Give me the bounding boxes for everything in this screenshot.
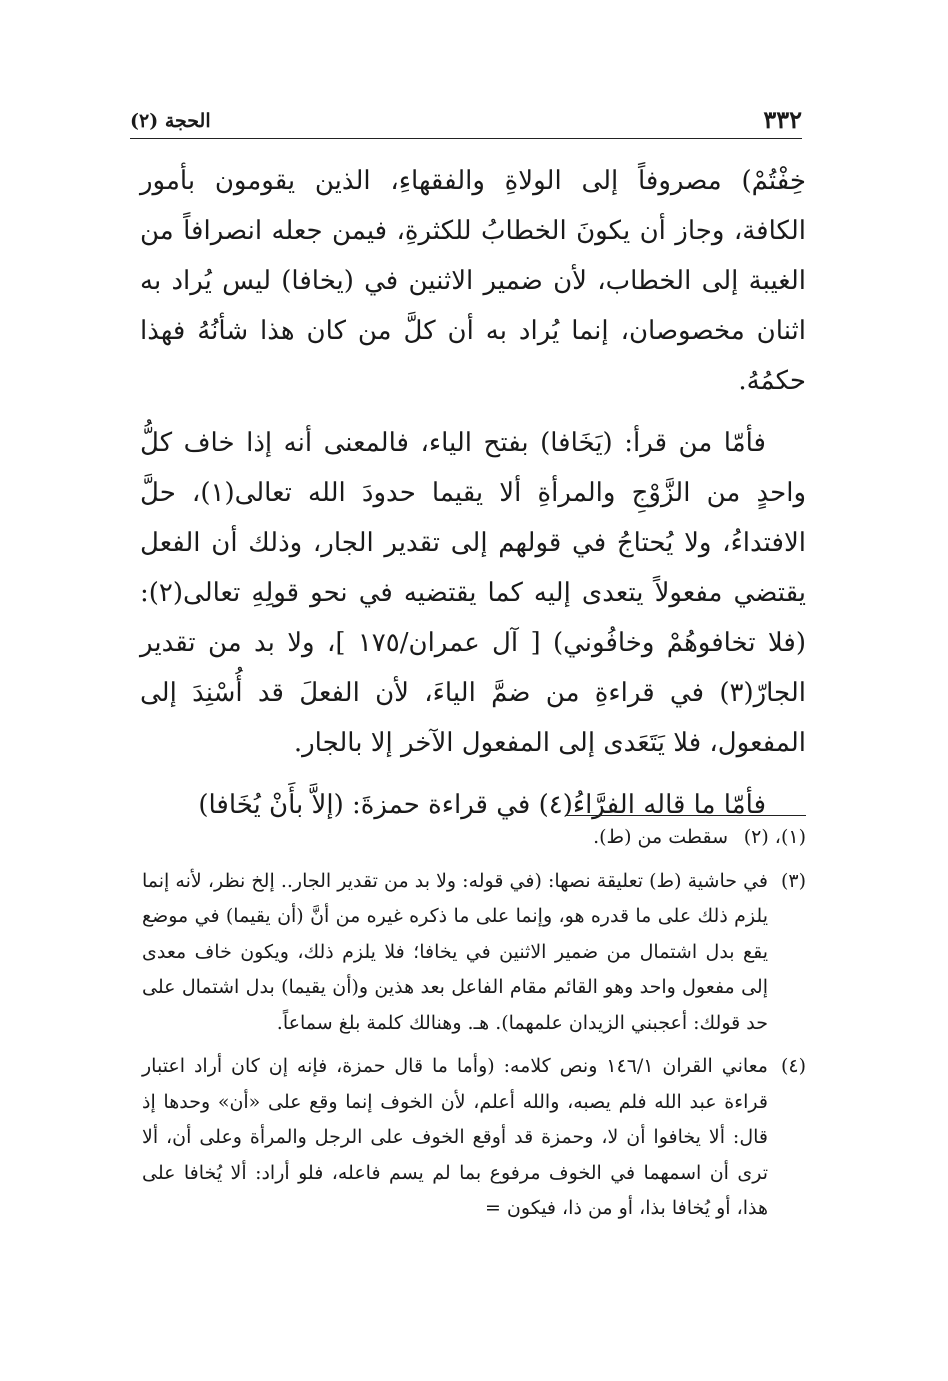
paragraph-2: فأمّا من قرأ: (يَخَافا) بفتح الياء، فالمعنى أنه إذا خاف كلُّ واحدٍ من الزَّوْجِ والمرأةِ ألا يقيما حدودَ الله تعالى(١)، حلَّ الافتداءُ، ولا يُحتاجُ في قولهم إلى تقدير الجار، وذلك أن الفعل يقتضي مفعولاً يتعدى إليه كما يقتضيه في نحو قولِهِ تعالى(٢): (فلا تخافوهُمْ وخافُوني) [ آل عمران/١٧٥ ]، ولا بد من تقدير الجارّ(٣) في قراءةِ من ضمَّ الياءَ، لأن الفعلَ قد أُسْنِدَ إلى المفعول، فلا يَتَعَدى إلى المفعول الآخر إلا بالجار. xyxy=(140,428,806,758)
page-header xyxy=(130,104,802,139)
paragraph-3: فأمّا ما قاله الفرَّاءُ(٤) في قراءة حمزةَ: (إلاَّ بأَنْ يُخَافا) xyxy=(198,790,766,820)
running-title: الحجة (٢) xyxy=(130,110,211,132)
footnote-divider xyxy=(566,815,806,816)
paragraph-1: خِفْتُمْ) مصروفاً إلى الولاةِ والفقهاءِ، الذين يقومون بأمور الكافة، وجاز أن يكونَ الخطابُ للكثرةِ، فيمن جعله انصرافاً من الغيبة إلى الخطاب، لأن ضمير الاثنين في (يخافا) ليس يُراد به اثنان مخصوصان، إنما يُراد به أن كلَّ من كان هذا شأنُهُ فهذا حكمُهُ. xyxy=(140,166,806,396)
footnote-number: (٤) xyxy=(780,1055,806,1077)
footnote-text: في حاشية (ط) تعليقة نصها: (في قوله: ولا بد من تقدير الجار.. إلخ نظر، لأنه إنما يلزم ذلك على ما قدره هو، وإنما على ما ذكره غيره من أنَّ (أن يقيما) في موضع يقع بدل اشتمال من ضمير الاثنين في يخافا؛ فلا يلزم ذلك، ويكون خاف معدى إلى مفعول واحد وهو القائم مقام الفاعل بعد هذين و(أن يقيما) بدل اشتمال على حد قولك: أعجبني الزيدان علمهما). هـ. وهنالك كلمة بلغ سماعاً. xyxy=(142,869,768,1034)
footnote-text: معاني القران ١٤٦/١ ونص كلامه: (وأما ما قال حمزة، فإنه إن كان أراد اعتبار قراءة عبد الله فلم يصبه، والله أعلم، لأن الخوف إنما وقع على «أن» وحدها إذ قال: ألا يخافوا أن لا، وحمزة قد أوقع الخوف على الرجل والمرأة وعلى أن، ألا ترى أن اسمهما في الخوف مرفوع بما لم يسم فاعله، فلو أراد: ألا يُخافا على هذا، أو يُخافا بذا، أو من ذا، فيكون = xyxy=(142,1055,768,1219)
footnote-number: (٣) xyxy=(780,869,806,892)
footnote-text: سقطت من (ط). xyxy=(593,826,728,848)
main-text xyxy=(140,156,806,830)
footnote-3 xyxy=(142,864,806,1042)
page-number: ٣٣٢ xyxy=(763,105,802,134)
footnotes xyxy=(142,820,806,1227)
footnote-4 xyxy=(142,1049,806,1227)
footnote-1-2 xyxy=(142,820,806,856)
footnote-number: (١)، (٢) xyxy=(743,826,806,848)
